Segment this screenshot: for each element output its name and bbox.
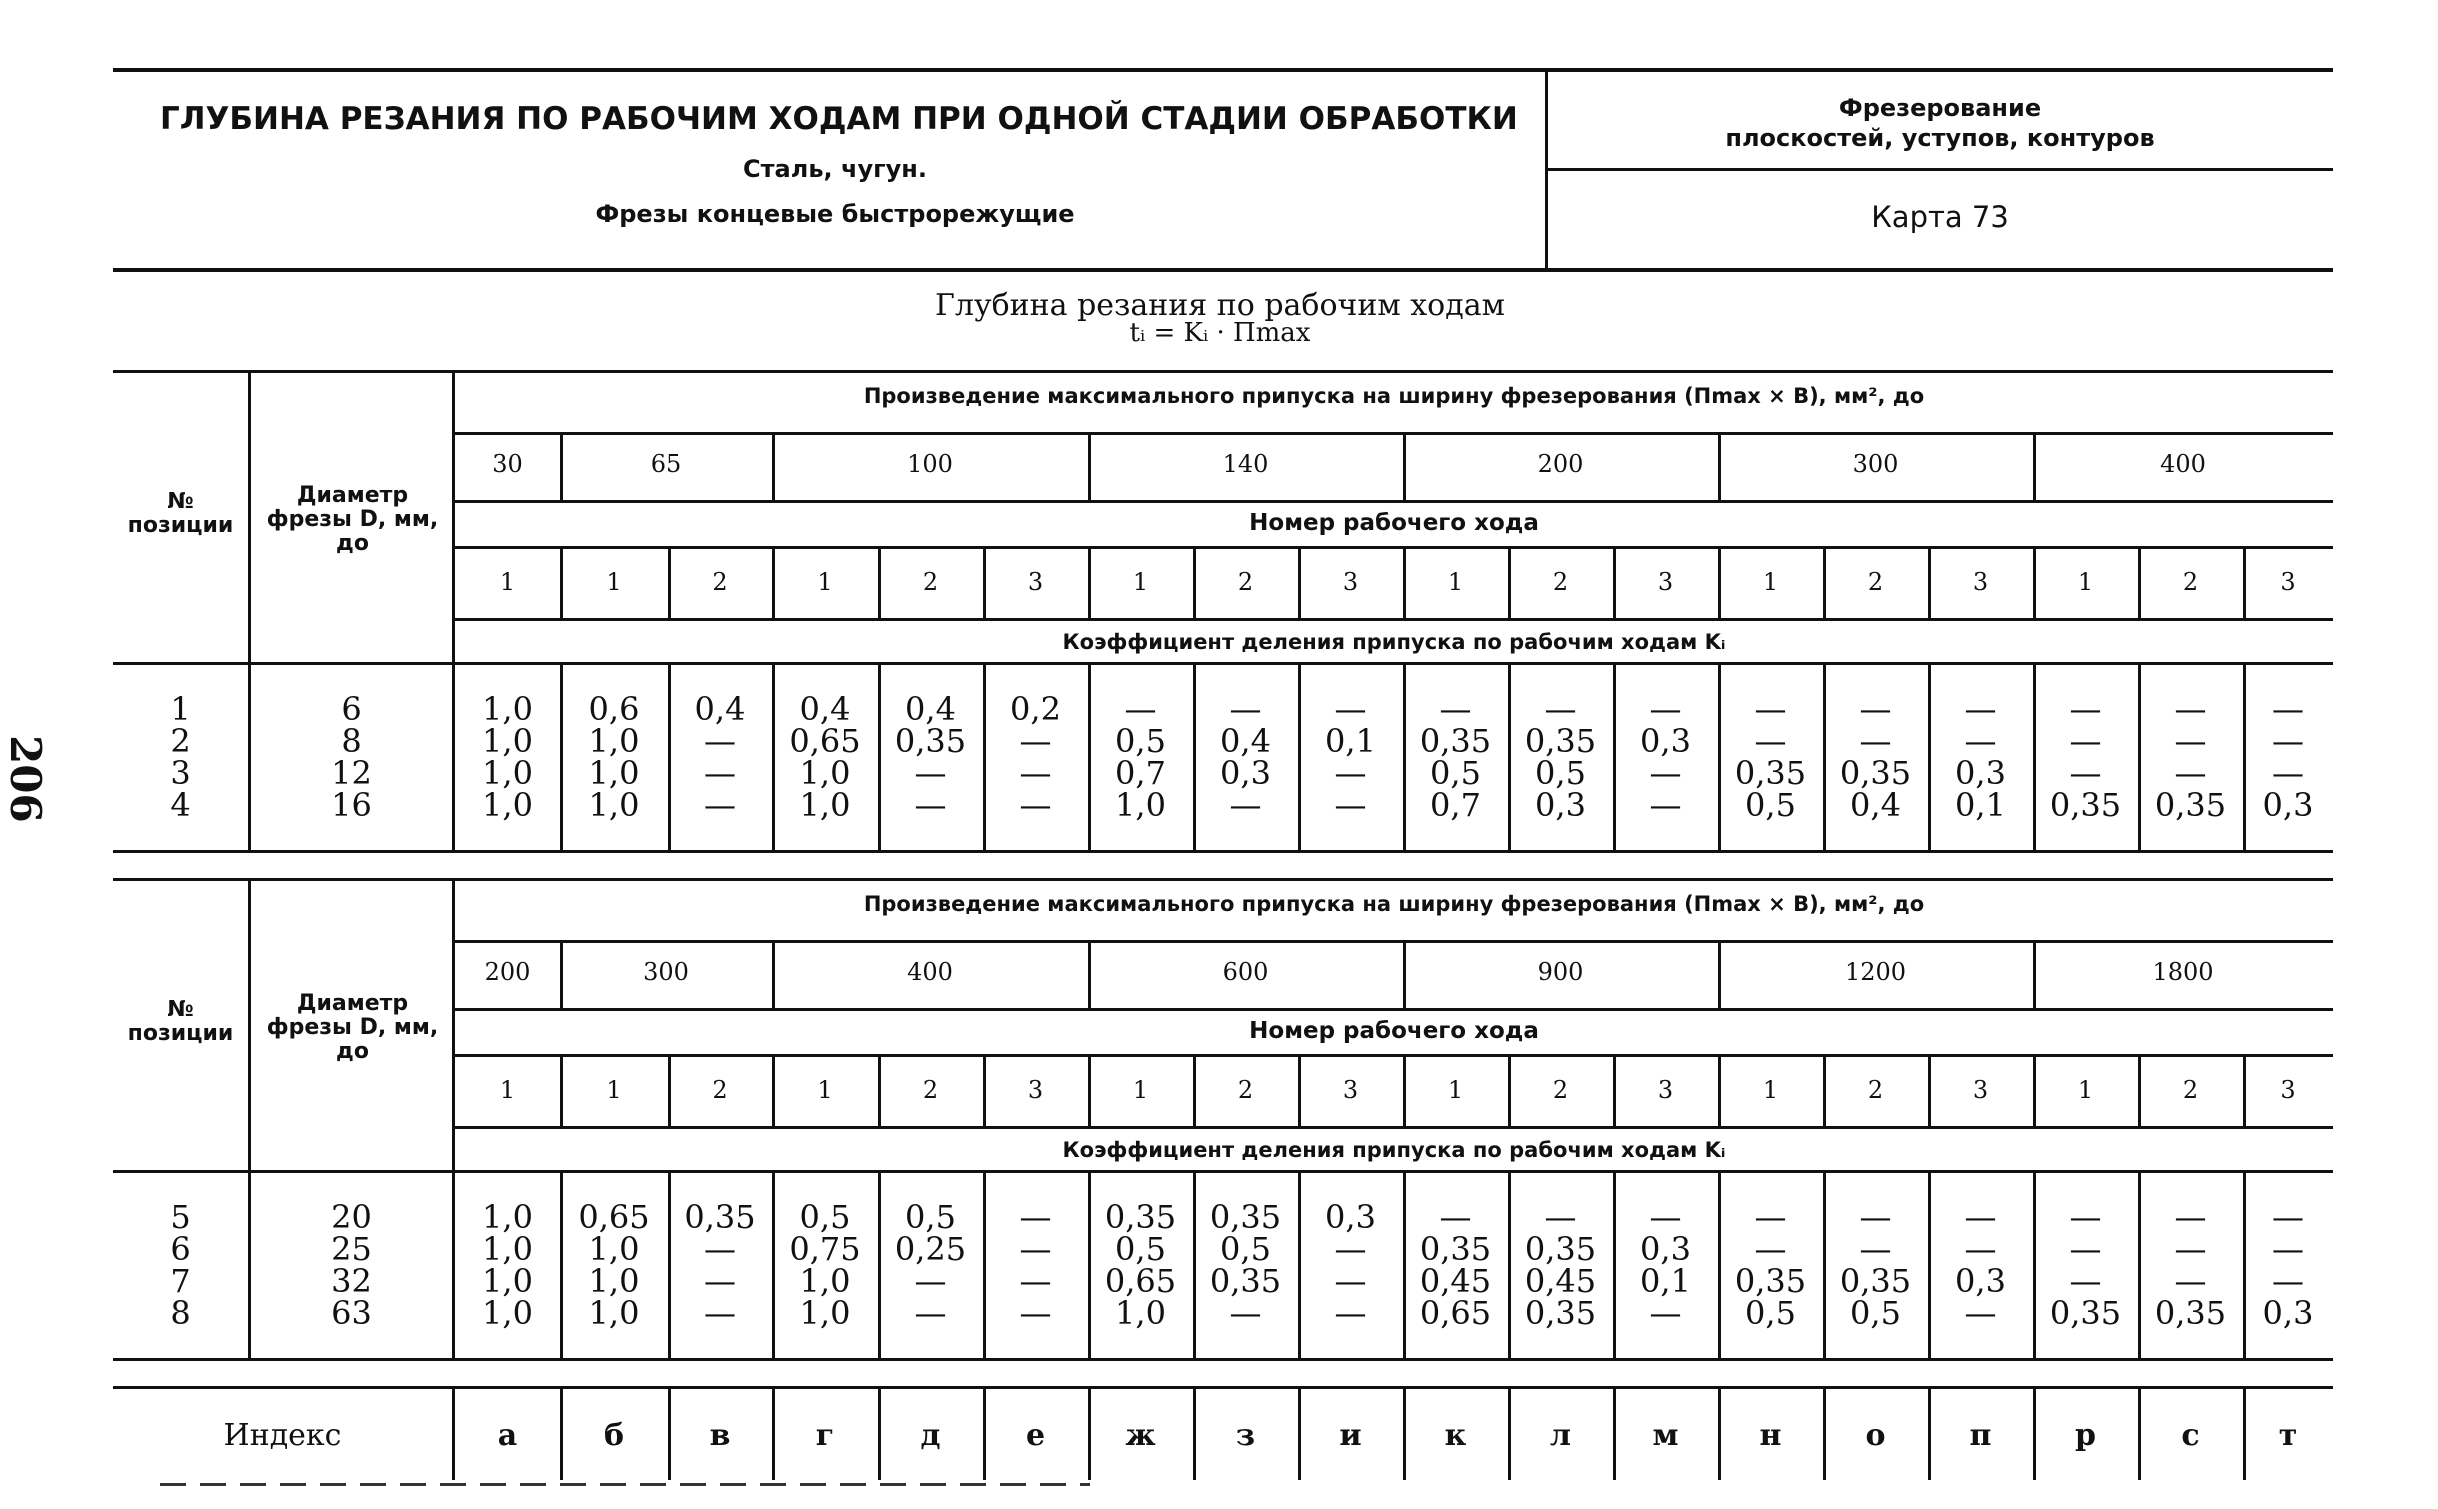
coefficient-value: 0,35	[2049, 786, 2122, 824]
index-top-rule	[113, 1386, 2333, 1389]
coefficient-value: —	[2174, 1198, 2207, 1236]
coefficient-value: 0,7	[1430, 786, 1481, 824]
pass-number: 1	[817, 1076, 833, 1104]
block-top-rule	[113, 878, 2333, 881]
table-title: Глубина резания по рабочим ходам	[935, 288, 1505, 323]
coefficient-value: —	[1019, 1262, 1052, 1300]
position-number: 6	[170, 1230, 191, 1268]
coefficient-value: 1,0	[482, 754, 533, 792]
pass-header-rule	[455, 500, 2333, 503]
coefficient-value: 0,4	[799, 690, 851, 728]
pass-rule	[455, 546, 2333, 549]
coefficient-value: 1,0	[482, 1230, 533, 1268]
coefficient-value: 1,0	[482, 1294, 533, 1332]
diameter-value: 25	[331, 1230, 372, 1268]
coefficient-value: —	[1019, 722, 1052, 760]
diameter-header: Диаметр фрезы D, мм, до	[266, 483, 439, 556]
index-letter: г	[815, 1418, 835, 1453]
index-letter: р	[2075, 1418, 2096, 1453]
index-letter: т	[2278, 1418, 2298, 1453]
coefficient-value: —	[2174, 1230, 2207, 1268]
coefficient-value: —	[704, 1262, 736, 1300]
coefficient-value: 0,35	[1104, 1198, 1177, 1236]
coefficient-value: 1,0	[588, 1230, 640, 1268]
block-bottom-rule	[113, 850, 2333, 853]
coefficient-value: 0,3	[1955, 1262, 2006, 1300]
position-number: 8	[170, 1294, 191, 1332]
coefficient-value: —	[1439, 690, 1472, 728]
pass-number: 3	[1027, 568, 1044, 596]
coefficient-value: —	[2174, 1262, 2207, 1300]
pass-number: 3	[1657, 568, 1674, 596]
coefficient-value: —	[2069, 754, 2102, 792]
coefficient-value: 0,7	[1115, 754, 1166, 792]
coefficient-value: 1,0	[482, 690, 533, 728]
pass-number: 1	[606, 1076, 622, 1104]
product-value: 900	[1537, 958, 1584, 986]
pass-number: 1	[1762, 1076, 1779, 1104]
coefficient-value: —	[1334, 786, 1367, 824]
index-letter: е	[1025, 1418, 1046, 1453]
coefficient-value: —	[1754, 722, 1787, 760]
coefficient-value: —	[1964, 690, 1997, 728]
header-bottom-rule	[113, 268, 2333, 272]
pass-number: 1	[499, 568, 516, 596]
coefficient-value: —	[2069, 1230, 2102, 1268]
index-letter: з	[1235, 1418, 1256, 1453]
coefficient-value: 1,0	[482, 786, 533, 824]
coefficient-value: —	[1859, 722, 1892, 760]
product-value: 1200	[1844, 958, 1907, 986]
product-value: 65	[650, 450, 682, 478]
coefficient-value: 1,0	[588, 1294, 640, 1332]
pass-number: 3	[2280, 1076, 2296, 1104]
block-top-rule	[113, 370, 2333, 373]
coefficient-value: —	[2174, 690, 2207, 728]
coefficient-value: 1,0	[1115, 1294, 1166, 1332]
coefficient-value: —	[914, 1262, 947, 1300]
coefficient-value: 0,65	[789, 722, 861, 760]
index-letter: и	[1339, 1418, 1362, 1453]
coefficient-value: 0,5	[1115, 1230, 1166, 1268]
diameter-value: 20	[331, 1198, 372, 1236]
coefficient-value: —	[2069, 722, 2102, 760]
coefficient-value: —	[1439, 1198, 1472, 1236]
header-section-line1: Фрезерование	[1838, 94, 2042, 122]
coefficient-value: 0,4	[694, 690, 746, 728]
coefficient-value: 0,35	[894, 722, 967, 760]
coefficient-value: 0,4	[905, 690, 956, 728]
coefficient-value: 0,35	[1734, 1262, 1807, 1300]
product-value: 400	[907, 958, 953, 986]
pass-number: 1	[1447, 568, 1464, 596]
coefficient-value: 0,35	[1524, 1230, 1597, 1268]
coefficient-value: —	[1229, 786, 1262, 824]
pass-number: 1	[606, 568, 622, 596]
coefficient-value: —	[1334, 754, 1367, 792]
coefficient-value: 0,35	[684, 1198, 756, 1236]
coefficient-value: 0,1	[1955, 786, 2006, 824]
pass-number: 1	[817, 568, 833, 596]
coefficient-value: —	[1754, 1230, 1787, 1268]
pass-number-header: Номер рабочего хода	[1249, 510, 1539, 536]
coefficient-value: —	[1964, 1198, 1997, 1236]
coefficient-value: —	[1124, 690, 1157, 728]
coefficient-value: —	[1754, 690, 1787, 728]
coefficient-value: 0,3	[1955, 754, 2006, 792]
diameter-value: 12	[331, 754, 372, 792]
pass-number: 2	[1867, 1076, 1884, 1104]
header-section-line2: плоскостей, уступов, контуров	[1725, 124, 2155, 152]
coefficient-value: 1,0	[799, 754, 851, 792]
pass-number: 2	[1237, 1076, 1254, 1104]
coefficient-value: 0,3	[1640, 1230, 1691, 1268]
coefficient-value: 1,0	[588, 722, 640, 760]
product-value: 140	[1222, 450, 1269, 478]
pass-number: 2	[922, 568, 939, 596]
coefficient-value: 0,5	[1745, 786, 1796, 824]
coefficient-value: 0,3	[1640, 722, 1691, 760]
coefficient-value: —	[1754, 1198, 1787, 1236]
coefficient-value: —	[704, 754, 736, 792]
coefficient-value: —	[1649, 754, 1682, 792]
header-top-rule	[113, 68, 2333, 72]
page-number: 206	[1, 735, 50, 823]
pass-number: 3	[2280, 568, 2296, 596]
index-letter: м	[1652, 1418, 1679, 1453]
products-rule	[455, 432, 2333, 435]
coefficient-value: —	[1544, 690, 1577, 728]
diameter-value: 16	[331, 786, 372, 824]
coefficient-value: —	[2272, 1230, 2304, 1268]
index-letter: с	[2181, 1418, 2200, 1453]
product-value: 1800	[2152, 958, 2214, 986]
pass-number: 2	[1237, 568, 1254, 596]
coefficient-value: —	[914, 754, 947, 792]
index-letter: л	[1549, 1418, 1572, 1453]
coefficient-value: 0,35	[1419, 1230, 1492, 1268]
coefficient-value: —	[1334, 690, 1367, 728]
header-subtitle-material: Сталь, чугун.	[743, 155, 927, 183]
product-header: Произведение максимального припуска на ширину фрезерования (Πmax × B), мм², до	[863, 384, 1925, 408]
coefficient-value: 0,65	[1419, 1294, 1492, 1332]
coefficient-value: —	[1649, 786, 1682, 824]
coefficient-value: —	[704, 1294, 736, 1332]
coefficient-value: —	[1649, 1198, 1682, 1236]
coefficient-value: —	[2174, 722, 2207, 760]
pass-number: 2	[2182, 568, 2199, 596]
pass-number-header: Номер рабочего хода	[1249, 1018, 1539, 1044]
pass-number: 3	[1972, 568, 1989, 596]
coefficient-value: 0,3	[1325, 1198, 1376, 1236]
pass-number: 3	[1657, 1076, 1674, 1104]
position-number: 2	[170, 722, 191, 760]
coefficient-value: —	[914, 1294, 947, 1332]
table-formula: tᵢ = Kᵢ · Πmax	[1129, 318, 1311, 348]
coefficient-value: —	[704, 786, 736, 824]
coefficient-value: 0,35	[2154, 1294, 2227, 1332]
pass-number: 2	[2182, 1076, 2199, 1104]
coefficient-value: —	[2272, 1198, 2304, 1236]
coefficient-value: —	[704, 722, 736, 760]
coefficient-value: 0,5	[1430, 754, 1481, 792]
pass-number: 1	[1762, 568, 1779, 596]
coefficient-value: 0,5	[1745, 1294, 1796, 1332]
coefficient-value: —	[1649, 690, 1682, 728]
card-number: Карта 73	[1871, 200, 2009, 234]
coefficient-value: 1,0	[588, 754, 640, 792]
coefficient-value: —	[1229, 1294, 1262, 1332]
coefficient-value: 0,25	[894, 1230, 967, 1268]
coefficient-value: 0,3	[2262, 1294, 2314, 1332]
index-letter: б	[603, 1418, 624, 1453]
coefficient-value: 0,35	[1839, 1262, 1912, 1300]
coefficient-value: —	[2069, 1198, 2102, 1236]
pass-number: 1	[1132, 568, 1149, 596]
pass-rule	[455, 1054, 2333, 1057]
coefficient-value: 0,35	[1524, 1294, 1597, 1332]
product-value: 300	[1852, 450, 1899, 478]
index-letter: п	[1969, 1418, 1992, 1453]
bottom-dashed-rule	[160, 1483, 1090, 1486]
coefficient-value: 1,0	[588, 786, 640, 824]
product-value: 300	[643, 958, 689, 986]
coefficient-value: 0,3	[1535, 786, 1586, 824]
pass-number: 2	[1552, 1076, 1569, 1104]
pass-number: 2	[1867, 568, 1884, 596]
coefficient-value: 0,35	[1209, 1262, 1282, 1300]
coefficient-value: 0,5	[1535, 754, 1586, 792]
pass-number: 1	[1447, 1076, 1464, 1104]
coefficient-value: —	[2069, 690, 2102, 728]
product-value: 30	[492, 450, 523, 478]
pass-number: 2	[712, 1076, 728, 1104]
position-number: 1	[170, 690, 191, 728]
pass-number: 1	[499, 1076, 516, 1104]
pass-number: 1	[2077, 568, 2094, 596]
coefficient-value: —	[1019, 1294, 1052, 1332]
coefficient-value: 0,1	[1325, 722, 1376, 760]
coefficient-value: 0,35	[1419, 722, 1492, 760]
index-letter: в	[709, 1418, 731, 1453]
coefficient-value: 0,5	[1115, 722, 1166, 760]
coefficient-value: —	[914, 786, 947, 824]
coefficient-value: 0,65	[578, 1198, 650, 1236]
coefficient-value: —	[1859, 1230, 1892, 1268]
coefficient-value: —	[1649, 1294, 1682, 1332]
index-letter: ж	[1125, 1418, 1156, 1453]
pass-number: 3	[1342, 568, 1359, 596]
coefficient-value: 0,2	[1010, 690, 1061, 728]
pass-number: 2	[922, 1076, 939, 1104]
product-value: 400	[2160, 450, 2206, 478]
coefficient-value: 0,4	[1220, 722, 1271, 760]
coefficient-value: —	[704, 1230, 736, 1268]
coefficient-value: —	[2272, 722, 2304, 760]
coefficient-header: Коэффициент деления припуска по рабочим ходам Kᵢ	[1062, 1138, 1726, 1162]
pass-number: 2	[1552, 568, 1569, 596]
position-number: 5	[170, 1198, 191, 1236]
index-letter: н	[1759, 1418, 1782, 1453]
coefficient-value: —	[1859, 1198, 1892, 1236]
data-top-rule	[113, 662, 2333, 665]
coefficient-value: —	[1964, 1230, 1997, 1268]
coefficient-value: —	[1964, 1294, 1997, 1332]
coefficient-value: 0,35	[1839, 754, 1912, 792]
coefficient-value: 0,5	[905, 1198, 956, 1236]
coefficient-value: —	[2174, 754, 2207, 792]
coefficient-value: 1,0	[799, 1294, 851, 1332]
coefficient-value: —	[1019, 754, 1052, 792]
coefficient-value: —	[1859, 690, 1892, 728]
product-header: Произведение максимального припуска на ширину фрезерования (Πmax × B), мм², до	[863, 892, 1925, 916]
pass-number: 3	[1027, 1076, 1044, 1104]
coefficient-header: Коэффициент деления припуска по рабочим ходам Kᵢ	[1062, 630, 1726, 654]
product-value: 200	[1537, 450, 1584, 478]
products-rule	[455, 940, 2333, 943]
coefficient-value: —	[2272, 1262, 2304, 1300]
coefficient-value: —	[1544, 1198, 1577, 1236]
index-letter: к	[1444, 1418, 1467, 1453]
coefficient-value: 0,35	[1209, 1198, 1282, 1236]
coefficient-value: 0,45	[1419, 1262, 1492, 1300]
position-number: 7	[170, 1262, 191, 1300]
pass-number: 1	[1132, 1076, 1149, 1104]
coefficient-value: 0,3	[1220, 754, 1271, 792]
position-header: № позиции	[127, 997, 234, 1046]
coefficient-value: 0,5	[799, 1198, 851, 1236]
coefficient-value: —	[1334, 1294, 1367, 1332]
coefficient-value: —	[1019, 1198, 1052, 1236]
coefficient-value: —	[2272, 754, 2304, 792]
diameter-value: 6	[341, 690, 362, 728]
coefficient-value: 1,0	[1115, 786, 1166, 824]
header-right-rule	[1548, 168, 2333, 171]
coefficient-value: 0,45	[1524, 1262, 1597, 1300]
coefficient-value: 1,0	[588, 1262, 640, 1300]
coefficient-value: 0,75	[789, 1230, 861, 1268]
diameter-value: 8	[341, 722, 362, 760]
coefficient-value: 1,0	[799, 1262, 851, 1300]
position-header: № позиции	[127, 489, 234, 538]
coefficient-value: —	[2069, 1262, 2102, 1300]
coefficient-value: —	[1334, 1230, 1367, 1268]
coefficient-value: 1,0	[799, 786, 851, 824]
header-title: ГЛУБИНА РЕЗАНИЯ ПО РАБОЧИМ ХОДАМ ПРИ ОДНОЙ СТАДИИ ОБРАБОТКИ	[160, 101, 1518, 137]
index-label: Индекс	[223, 1418, 342, 1453]
position-number: 3	[170, 754, 191, 792]
header-subtitle-tool: Фрезы концевые быстрорежущие	[595, 200, 1075, 228]
pass-number: 1	[2077, 1076, 2094, 1104]
coefficient-value: 1,0	[482, 1262, 533, 1300]
coefficient-value: 0,4	[1850, 786, 1901, 824]
coefficient-value: 0,35	[1734, 754, 1807, 792]
index-letter: д	[920, 1418, 941, 1453]
coefficient-value: 1,0	[482, 1198, 533, 1236]
coef-rule	[455, 1126, 2333, 1129]
coefficient-value: 0,65	[1104, 1262, 1177, 1300]
coefficient-value: —	[1964, 722, 1997, 760]
coefficient-value: —	[1019, 786, 1052, 824]
diameter-value: 32	[331, 1262, 372, 1300]
pass-number: 2	[712, 568, 728, 596]
pass-header-rule	[455, 1008, 2333, 1011]
product-value: 100	[907, 450, 953, 478]
coefficient-value: —	[1229, 690, 1262, 728]
coefficient-value: —	[1334, 1262, 1367, 1300]
product-value: 200	[484, 958, 531, 986]
coefficient-value: 0,5	[1220, 1230, 1271, 1268]
coefficient-value: 0,6	[588, 690, 640, 728]
diameter-header: Диаметр фрезы D, мм, до	[266, 991, 439, 1064]
data-top-rule	[113, 1170, 2333, 1173]
index-letter: а	[497, 1418, 518, 1453]
pass-number: 3	[1972, 1076, 1989, 1104]
coefficient-value: 0,3	[2262, 786, 2314, 824]
coefficient-value: —	[1019, 1230, 1052, 1268]
diameter-value: 63	[331, 1294, 372, 1332]
coefficient-value: 0,35	[2154, 786, 2227, 824]
coefficient-value: 0,1	[1640, 1262, 1691, 1300]
product-value: 600	[1222, 958, 1269, 986]
coefficient-value: 1,0	[482, 722, 533, 760]
index-letter: о	[1865, 1418, 1886, 1453]
coefficient-value: 0,35	[1524, 722, 1597, 760]
block-bottom-rule	[113, 1358, 2333, 1361]
coefficient-value: —	[2272, 690, 2304, 728]
coef-rule	[455, 618, 2333, 621]
coefficient-value: 0,35	[2049, 1294, 2122, 1332]
coefficient-value: 0,5	[1850, 1294, 1901, 1332]
position-number: 4	[170, 786, 191, 824]
pass-number: 3	[1342, 1076, 1359, 1104]
